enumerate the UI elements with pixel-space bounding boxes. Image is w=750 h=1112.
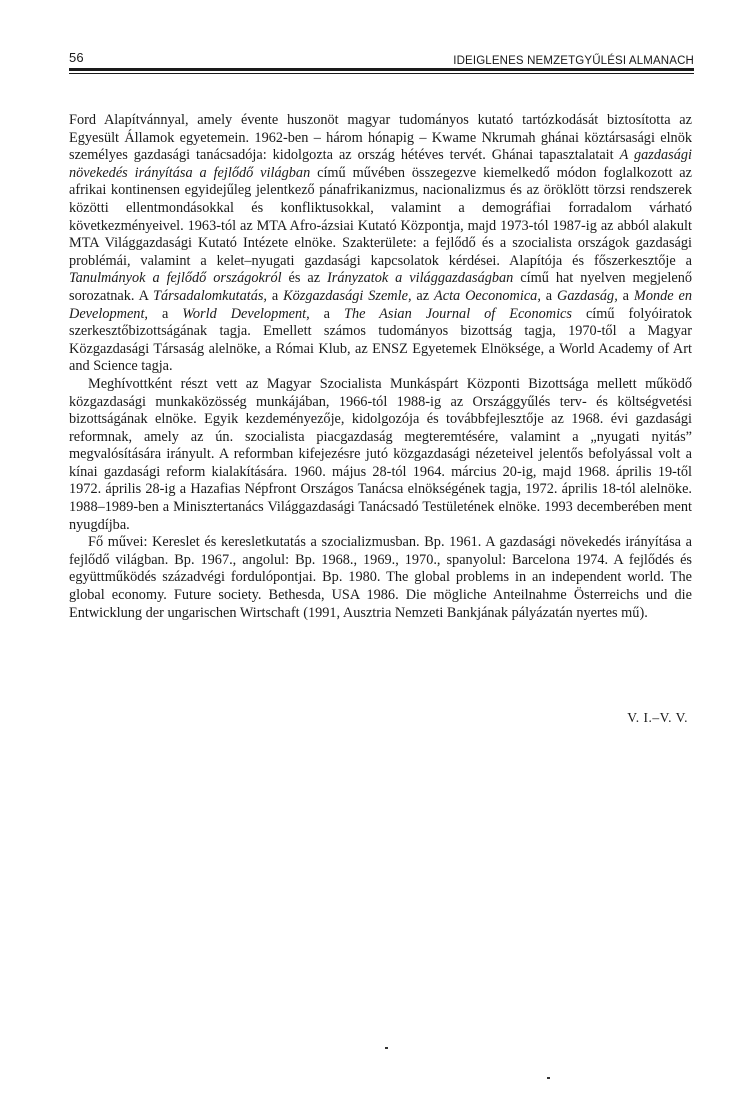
text-run: Fő művei: Kereslet és keresletkutatás a szocializmusban. Bp. 1961. A gazdasági növekedés irányítása a fejlődő világban. Bp. 1967., angolul: Bp. 1968., 1969., 1970., spanyolul: Barcelona 1974. A fejlődés és együttműködés századvégi fordulópontjai. Bp. 1980. The global problems in an independent world. The global economy. Future society. Bethesda, USA 1986. Die mögliche Anteilnahme Österreichs und die Entwicklung der ungarischen Wirtschaft (1991, Ausztria Nemzeti Bankjának pályázatán nyertes mű). — [69, 534, 692, 621]
text-run: című művében összegezve kiemelkedő módon foglalkozott az afrikai kontinensen egyidejűleg jelentkező pánafrikanizmus, nacionalizmus és az öröklött törzsi rendszerek közötti ellentmondásokkal és konfliktusokkal, valamint a demográfiai forradalom várható következményeivel. 1963-tól az MTA Afro-ázsiai Kutató Központja, majd 1973-tól 1987-ig az abból alakult MTA Világgazdasági Kutató Intézete elnöke. Szakterülete: a fejlődő és a szocialista országok gazdasági problémái, valamint a kelet–nyugati gazdasági kapcsolatok kérdései. Alapítója és főszerkesztője a — [69, 164, 693, 269]
body-text — [69, 112, 692, 622]
header-rule-thick — [69, 68, 694, 71]
italic-title-run: Tanulmányok a fejlődő országokról — [69, 270, 282, 287]
text-run: a — [267, 287, 284, 304]
text-run: a — [148, 305, 183, 322]
header-rule-thin — [69, 73, 694, 74]
italic-title-run: Gazdaság, — [557, 287, 618, 304]
text-run: a — [617, 287, 634, 304]
scan-speck — [547, 1077, 550, 1079]
text-run: a — [309, 305, 344, 322]
page-header — [69, 50, 694, 74]
text-run: című hat nyelven megjelenő sorozatnak. A — [69, 270, 692, 304]
italic-title-run: Közgazdasági Szemle, — [283, 287, 412, 304]
italic-title-run: Társadalomkutatás, — [153, 287, 268, 304]
paragraph-career — [69, 376, 692, 534]
paragraph-biography — [69, 112, 692, 376]
italic-title-run: The Asian Journal of Economics — [344, 305, 572, 322]
page-number: 56 — [69, 50, 84, 65]
paragraph-main-works — [69, 534, 692, 622]
text-run: Ford Alapítvánnyal, amely évente huszonöt magyar tudományos kutató tartózkodását biztosította az Egyesült Államok egyetemein. 1962-ben – három hónapig – Kwame Nkrumah ghánai köztársasági elnök személyes gazdasági tanácsadója: kidolgozta az ország hétéves tervét. Ghánai tapasztalatait — [69, 112, 692, 164]
italic-title-run: A gazdasági növekedés irányítása a fejlődő világban — [69, 147, 692, 181]
text-run: a — [540, 287, 558, 304]
text-run: Meghívottként részt vett az Magyar Szocialista Munkáspárt Központi Bizottsága mellett működő közgazdasági munkaközösség munkájában, 1966-tól 1988-ig az Országgyűlés terv- és költségvetési bizottságának elnöke. Egyik kezdeményezője, kidolgozója és továbbfejlesztője az 1968. évi gazdasági reformnak, amely az ún. szocialista piacgazdaság megteremtésére, valamint a „nyugati nyitás” megvalósítására irányult. A reformban kifejezésre jutó közgazdasági nézeteivel jelentős befolyással volt a kínai gazdasági reform kialakítására. 1960. május 28-tól 1964. március 20-ig, majd 1968. április 19-től 1972. április 28-ig a Hazafias Népfront Országos Tanácsa elnökségének tagja, 1972. április 18-tól alelnöke. 1988–1989-ben a Minisztertanács Világgazdasági Tanácsadó Testületének elnöke. 1993 decemberében ment nyugdíjba. — [69, 375, 692, 533]
author-signature: V. I.–V. V. — [627, 710, 688, 725]
running-head: IDEIGLENES NEMZETGYŰLÉSI ALMANACH — [453, 55, 694, 67]
text-run: az — [411, 287, 434, 304]
italic-title-run: Irányzatok a világgazdaságban — [327, 270, 514, 287]
italic-title-run: World Development, — [182, 305, 310, 322]
italic-title-run: Monde en Development, — [69, 287, 692, 322]
text-run: című folyóiratok szerkesztőbizottságának tagja. Emellett számos tudományos bizottság tagja, 1970-től a Magyar Közgazdasági Társaság alelnöke, a Római Klub, az ENSZ Egyetemek Elnöksége, a World Academy of Art and Science tagja. — [69, 305, 693, 375]
italic-title-run: Acta Oeconomica, — [433, 287, 541, 304]
scan-speck — [385, 1047, 388, 1049]
text-run: és az — [281, 270, 328, 287]
